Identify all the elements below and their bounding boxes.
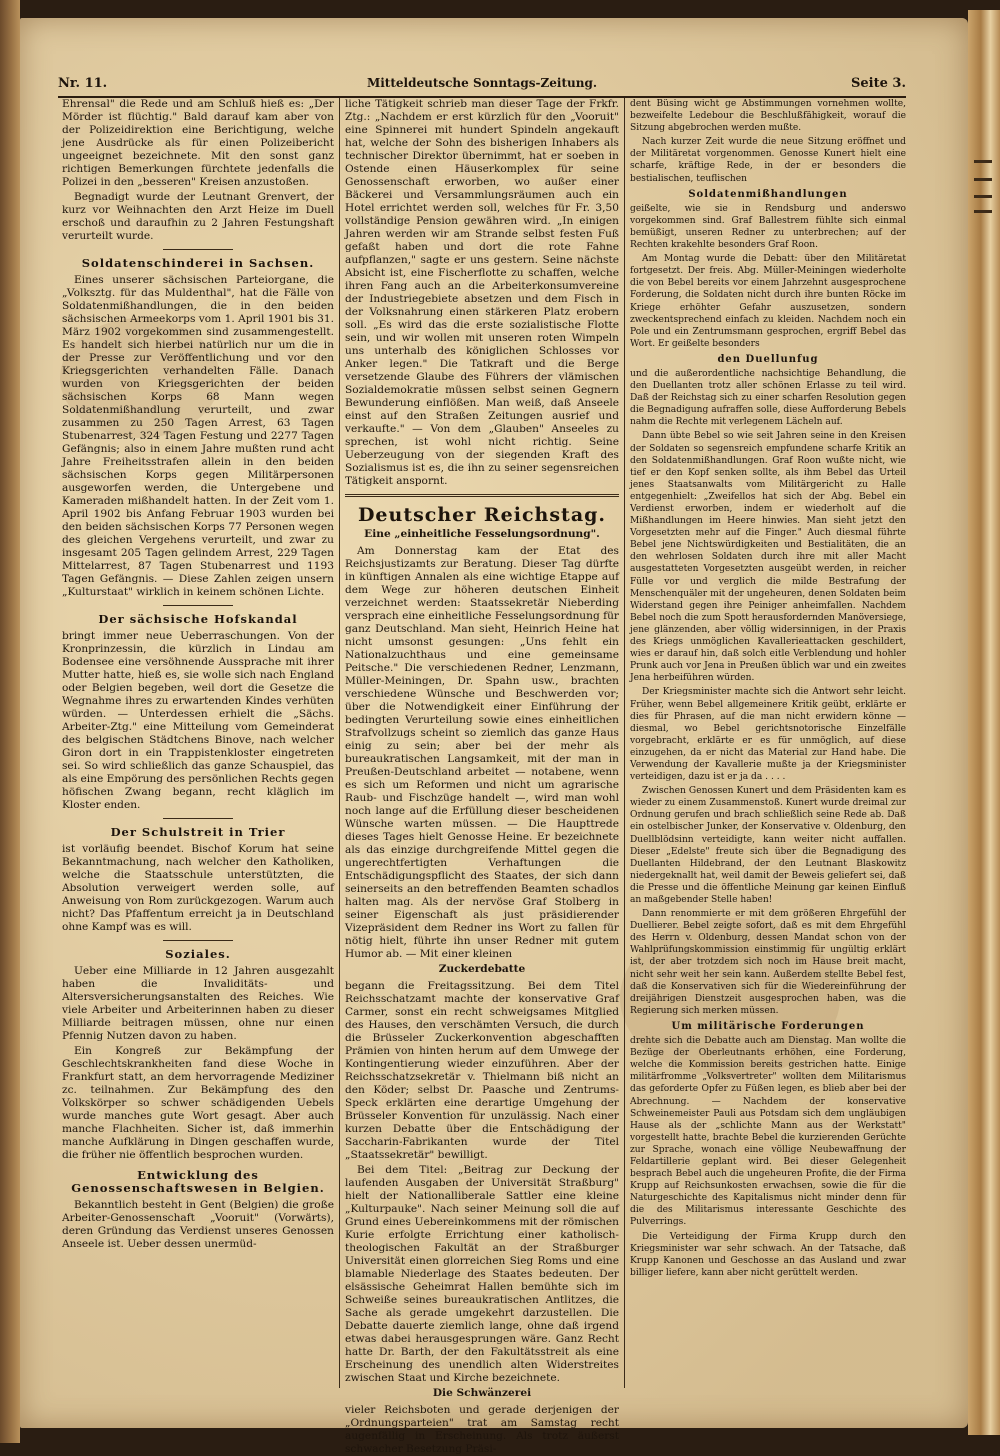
article-paragraph: liche Tätigkeit schrieb man dieser Tage der Frkfr. Ztg.: „Nachdem er erst kürzlich für den „Vooruit" eine Spinnerei mit hundert Spindeln angekauft hat, welche der Sohn des bisherigen Inhabers als technischer Direktor übernimmt, hat er soeben in Ostende einen Häuserkomplex für seine Genossenschaft erworben, wo außer einer Bäckerei und Versammlungsräumen auch ein Hotel errichtet werden soll, welches für Fr. 3,50 vollständige Pension gewähren wird. „In einigen Jahren werden wir am Strande selbst festen Fuß gefaßt haben und dort die rote Fahne aufpflanzen," sagte er uns gestern. Seine nächste Absicht ist, eine Fischerflotte zu schaffen, welche ihren Fang auch an die Arbeiterkonsumvereine der Industriegebiete absetzen und dem Fisch in der Volksnahrung einen stärkeren Platz erobern soll. „Es wird das die erste sozialistische Flotte sein, und wir wollen mit unseren roten Wimpeln uns unterhalb des königlichen Schlosses vor Anker legen." Die Tatkraft und die Berge versetzende Glaube des Führers der vlämischen Sozialdemokratie müssen selbst seinen Gegnern Bewunderung einflößen. Man weiß, daß Anseele einst auf den Straßen Zeitungen ausrief und verkaufte." — Von dem „Glauben" Anseeles zu sprechen, ist wohl nicht richtig. Seine Ueberzeugung von der siegenden Kraft des Sozialismus ist es, die ihn zu seiner segensreichen Tätigkeit anspornt. bbox=[345, 98, 619, 487]
edge-mark bbox=[974, 210, 992, 213]
column-3 bbox=[630, 98, 906, 1398]
article-paragraph: geißelte, wie sie in Rendsburg und anderswo vorgekommen sind. Graf Ballestrem fühlte sich einmal bemüßigt, unseren Redner zu unterbrechen; auf der Rechten krakehlte besonders Graf Roon. bbox=[630, 203, 906, 251]
page-header bbox=[58, 74, 906, 98]
article-paragraph: und die außerordentliche nachsichtige Behandlung, die den Duellanten trotz aller schönen Erlasse zu teil wird. Daß der Reichstag sich zu einer scharfen Resolution gegen die Begnadigung aufraffen solle, diese Aufforderung Bebels nahm die Rechte mit verlegenem Lächeln auf. bbox=[630, 368, 906, 428]
separator bbox=[163, 818, 233, 819]
article-paragraph: Dann renommierte er mit dem größeren Ehrgefühl der Duellierer. Bebel zeigte sofort, daß es mit dem Ehrgefühl des Herrn v. Oldenburg, dessen Mandat schon von der Wahlprüfungskommission einstimmig für ungültig erklärt ist, der aber trotzdem sich noch im Hause breit macht, nicht sehr weit her sein kann. Außerdem stellte Bebel fest, daß die Konservativen sich für die Wiedereinführung der dreijährigen Dienstzeit ausgesprochen haben, was die Regierung sich merken müssen. bbox=[630, 909, 906, 1016]
section-title: Deutscher Reichstag. bbox=[357, 504, 607, 526]
article-paragraph: Am Montag wurde die Debatt: über den Militäretat fortgesetzt. Der freis. Abg. Müller-Meiningen wiederholte die von Bebel bereits vor einem Jahrzehnt ausgesprochene Forderung, die Soldaten nicht durch ihre bunten Röcke im Kriege erhöhter Gefahr auszusetzen, sondern zweckentsprechend einfach zu kleiden. Nachdem noch ein Pole und ein Zentrumsmann gesprochen, ergriff Bebel das Wort. Er geißelte besonders bbox=[630, 254, 906, 349]
article-paragraph: Begnadigt wurde der Leutnant Grenvert, der kurz vor Weihnachten den Arzt Heize im Duell erschoß und daraufhin zu 2 Jahren Festungshaft verurteilt wurde. bbox=[62, 191, 334, 242]
article-paragraph: Dann übte Bebel so wie seit Jahren seine in den Kreisen der Soldaten so segensreich empfundene scharfe Kritik an den Soldatenmißhandlungen. Graf Roon wußte nicht, wie tief er den Kopf senken sollte, als ihm Bebel das Urteil jenes Staatsanwalts vom Militärgericht zu Halle entgegenhielt: „Zweifellos hat sich der Abg. Bebel ein Verdienst erworben, indem er wiederholt auf die Mißhandlungen im Heere hinwies. Man sieht jetzt den Vorgesetzten mehr auf die Finger." Auch diesmal führte Bebel jene Nichtswürdigkeiten und Bestialitäten, die an den wehrlosen Soldaten durch ihre mit aller Macht ausgestatteten Vorgesetzten ausgeübt werden, in reicher Fülle vor und verglich die milde Bestrafung der Menschenquäler mit der ungeheuren, denen Soldaten beim Widerstand gegen ihre Peiniger anheimfallen. Nachdem Bebel noch die zum Spott herausfordernden Manöversiege, jene glänzenden, aber völlig widersinnigen, in der Praxis des Kriegs unmöglichen Kavallerieattacken geschildert, wies er darauf hin, daß solch eitle Verblendung und hohler Prunk auch vor Jena in Preußen üblich war und ein zweites Jena herbeiführen würden. bbox=[630, 431, 906, 684]
separator bbox=[163, 940, 233, 941]
article-paragraph: Ueber eine Milliarde in 12 Jahren ausgezahlt haben die Invaliditäts- und Altersversicherungsanstalten des Reiches. Wie viele Arbeiter und Arbeiterinnen haben zu dieser Milliarde beitragen müssen, ohne nur einen Pfennig Nutzen davon zu haben. bbox=[62, 965, 334, 1042]
article-paragraph: Eines unserer sächsischen Parteiorgane, die „Volksztg. für das Muldenthal", hat die Fälle von Soldatenmißhandlungen, die in den beiden sächsischen Armeekorps vom 1. April 1901 bis 31. März 1902 vorgekommen sind zusammengestellt. Es handelt sich hierbei natürlich nur um die in der Presse zur Veröffentlichung und vor den Kriegsgerichten verhandelten Fälle. Danach wurden von Kriegsgerichten der beiden sächsischen Korps 68 Mann wegen Soldatenmißhandlung verurteilt, und zwar zusammen zu 250 Tagen Arrest, 63 Tagen Stubenarrest, 324 Tagen Festung und 2277 Tagen Gefängnis; also in einem Jahre mußten rund acht Jahre Freiheitsstrafen allein in den beiden sächsischen Korps gegen Militärpersonen ausgeworfen werden, die Untergebene und Kameraden mißhandelt hatten. In der Zeit vom 1. April 1902 bis Anfang Februar 1903 wurden bei den beiden sächsischen Korps 77 Personen wegen des gleichen Vergehens verurteilt, und zwar zu insgesamt 205 Tagen gelindem Arrest, 229 Tagen Mittelarrest, 87 Tagen Stubenarrest und 1193 Tagen Gefängnis. — Diese Zahlen zeigen unsern „Kulturstaat" wirklich in keinem schönen Lichte. bbox=[62, 274, 334, 598]
issue-number: Nr. 11. bbox=[58, 76, 108, 91]
edge-mark bbox=[974, 160, 992, 163]
edge-mark bbox=[974, 195, 992, 198]
article-paragraph: Ein Kongreß zur Bekämpfung der Geschlechtskrankheiten fand diese Woche in Frankfurt statt, an dem hervorragende Mediziner zc. teilnahmen. Zur Bekämpfung des den Volkskörper so schwer schädigenden Uebels wurde manches gute Wort gesagt. Aber auch manche Flachheiten. Sicher ist, daß immerhin manche Aufklärung in Dingen geschaffen wurde, die früher nie öffentlich besprochen wurden. bbox=[62, 1045, 334, 1161]
book-binding bbox=[0, 0, 20, 1443]
article-paragraph: Der Kriegsminister machte sich die Antwort sehr leicht. Früher, wenn Bebel allgemeinere Kritik geübt, erklärte er dies für Phrasen, auf die man nicht erwidern könne — diesmal, wo Bebel gerichtsnotorische Einzelfälle vorgebracht, erklärte er es für unmöglich, auf diese einzugehen, da er nicht das Material zur Hand habe. Die Verwendung der Kavallerie mußte ja der Kriegsminister verteidigen, dazu ist er ja da . . . . bbox=[630, 687, 906, 783]
article-heading: Der Schulstreit in Trier bbox=[110, 825, 286, 839]
column-2 bbox=[345, 98, 619, 1455]
article-heading: Entwicklung des Genossenschaftswesen in Belgien. bbox=[71, 1168, 325, 1195]
subheading: Zuckerdebatte bbox=[438, 963, 526, 975]
edge-mark bbox=[974, 178, 992, 181]
article-paragraph: Am Donnerstag kam der Etat des Reichsjustizamts zur Beratung. Dieser Tag dürfte in künftigen Annalen als eine wichtige Etappe auf dem Wege zur höheren deutschen Einheit verzeichnet werden: Staatssekretär Nieberding versprach eine einheitliche Fesselungsordnung für ganz Deutschland. Man sieht, Heinrich Heine hat nicht umsonst gesungen: „Uns fehlt ein Nationalzuchthaus und eine gemeinsame Peitsche." Die verschiedenen Redner, Lenzmann, Müller-Meiningen, Dr. Spahn usw., brachten verschiedene Wünsche und Beschwerden vor; über die Notwendigkeit einer Einführung der bedingten Verurteilung sowie eines einheitlichen Strafvollzugs scheint so ziemlich das ganze Haus einig zu sein; aber bei der mehr als bureaukratischen Langsamkeit, mit der man in Preußen-Deutschland arbeitet — notabene, wenn es sich um Reformen und nicht um agrarische Raub- und Fischzüge handelt —, wird man wohl noch lange auf die Erfüllung dieser bescheidenen Wünsche warten müssen. — Die Haupttrede dieses Tages hielt Genosse Heine. Er bezeichnete als das einzige durchgreifende Mittel gegen die ungerechtfertigten Verhaftungen die Entschädigungspflicht des Staates, der sich dann seinerseits an den betreffenden Beamten schadlos halten mag. Als der nervöse Graf Stolberg in seiner Eigenschaft als just präsidierender Vizepräsident dem Redner ins Wort zu fallen für nötig hielt, führte ihn unser Redner mit gutem Humor ab. — Mit einer kleinen bbox=[345, 545, 619, 960]
subheading: Eine „einheitliche Fesselungsordnung". bbox=[364, 528, 600, 540]
article-heading: Soldatenmißhandlungen bbox=[688, 188, 848, 200]
column-1 bbox=[62, 98, 334, 1398]
article-paragraph: Nach kurzer Zeit wurde die neue Sitzung eröffnet und der Militäretat vorgenommen. Genosse Kunert hielt eine scharfe, kräftige Rede, in der er besonders die bestialischen, teuflischen bbox=[630, 137, 906, 184]
section-rule bbox=[345, 494, 619, 497]
article-paragraph: Bekanntlich besteht in Gent (Belgien) die große Arbeiter-Genossenschaft „Vooruit" (Vorwärts), deren Gründung das Verdienst unseres Genossen Anseele ist. Ueber dessen unermüd- bbox=[62, 1199, 334, 1250]
article-heading: Soziales. bbox=[165, 947, 231, 961]
article-heading: Um militärische Forderungen bbox=[671, 1020, 865, 1032]
subheading: Die Schwänzerei bbox=[432, 1387, 532, 1399]
article-paragraph: vieler Reichsboten und gerade derjenigen der „Ordnungsparteien" trat am Samstag recht augenfällig in Erscheinung. Als trotz äußerst schwacher Besetzung Präsi- bbox=[345, 1404, 619, 1455]
article-heading: den Duellunfug bbox=[717, 353, 819, 365]
column-divider bbox=[339, 98, 340, 1388]
article-paragraph: drehte sich die Debatte auch am Dienstag. Man wollte die Bezüge der Oberleutnants erhöhen, eine Forderung, welche die Kommission bereits gestrichen hatte. Einige militärfromme „Volksvertreter" wollten dem Militarismus das geforderte Opfer zu Füßen legen, es blieb aber bei der Abrechnung. — Nachdem der konservative Schweinemeister Pauli aus Potsdam sich dem ungläubigen Hause als der „schlichte Mann aus der Werkstatt" vorgestellt hatte, brachte Bebel die kurzierenden Gerüchte zur Sprache, wonach eine völlige Neubewaffnung der Feldartillerie geplant wird. Bei dieser Gelegenheit besprach Bebel auch die ungeheuren Profite, die der Firma Krupp auf Reichsunkosten erwachsen, sowie die für die Naturgeschichte des Kapitalismus nicht minder denn für die des Militarismus interessante Geschichte des Pulverrings. bbox=[630, 1036, 906, 1228]
separator bbox=[163, 249, 233, 250]
separator bbox=[163, 605, 233, 606]
newspaper-title: Mitteldeutsche Sonntags-Zeitung. bbox=[366, 76, 598, 90]
article-paragraph: Ehrensal" die Rede und am Schluß hieß es: „Der Mörder ist flüchtig." Bald darauf kam aber von der Polizeidirektion eine Berichtigung, welche jene Ausdrücke als für einen Polizeibericht ungeeignet bezeichnete. Mit den sonst ganz richtigen Bemerkungen fürchtete jedenfalls die Polizei in den „besseren" Kreisen anzustoßen. bbox=[62, 98, 334, 188]
column-divider bbox=[624, 98, 625, 1388]
article-paragraph: Zwischen Genossen Kunert und dem Präsidenten kam es wieder zu einem Zusammenstoß. Kunert wurde dreimal zur Ordnung gerufen und brach schließlich seine Rede ab. Daß ein ostelbischer Junker, der Konservative v. Oldenburg, den Duellblödsinn verteidigte, kann weiter nicht auffallen. Dieser „Edelste" freute sich über die Begnadigung des Duellanten Hildebrand, der den Leutnant Blaskowitz niedergeknallt hat, weil damit der Beweis geliefert sei, daß die Presse und die öffentliche Meinung gar keinen Einfluß an maßgebender Stelle haben! bbox=[630, 786, 906, 905]
article-paragraph: Die Verteidigung der Firma Krupp durch den Kriegsminister war sehr schwach. An der Tatsache, daß Krupp Kanonen und Geschosse an das Ausland und zwar billiger liefere, kann aber nicht gerüttelt werden. bbox=[630, 1231, 906, 1278]
article-paragraph: dent Büsing wicht ge Abstimmungen vornehmen wollte, bezweifelte Ledebour die Beschlußfähigkeit, worauf die Sitzung abgebrochen werden mußte. bbox=[630, 99, 906, 134]
page-number: Seite 3. bbox=[851, 76, 906, 91]
article-paragraph: begann die Freitagssitzung. Bei dem Titel Reichsschatzamt machte der konservative Graf Carmer, sonst ein recht schweigsames Mitglied des Hauses, den verschämten Versuch, die durch die Brüsseler Zuckerkonvention abgeschafften Prämien von hinten herum auf dem Umwege der Kontingentierung wieder einzuführen. Aber der Reichsschatzsekretär v. Thielmann biß nicht an den Köder; selbst Dr. Paasche und Zentrums-Speck erklärten eine derartige Umgehung der Brüsseler Konvention für unzulässig. Nach einer kurzen Debatte über die Entschädigung der Saccharin-Fabrikanten wurde der Titel „Staatssekretär" bewilligt. bbox=[345, 980, 619, 1161]
article-heading: Der sächsische Hofskandal bbox=[98, 612, 298, 626]
page-stack-edge bbox=[968, 10, 1000, 1435]
article-heading: Soldatenschinderei in Sachsen. bbox=[81, 256, 315, 270]
article-paragraph: Bei dem Titel: „Beitrag zur Deckung der laufenden Ausgaben der Universität Straßburg" hielt der Nationalliberale Sattler eine kleine „Kulturpauke". Nach seiner Meinung soll die auf Grund eines Uebereinkommens mit der römischen Kurie erfolgte Errichtung einer katholisch-theologischen Fakultät an der Straßburger Universität einen glorreichen Sieg Roms und eine blamable Niederlage des Staates bedeuten. Der elsässische Geheimrat Hallen bemühte sich im Schweiße seines bureaukratischen Antlitzes, die Sache als gerade umgekehrt darzustellen. Die Debatte dauerte ziemlich lange, ohne daß irgend etwas dabei herausgesprungen wäre. Ganz Recht hatte Dr. Barth, der den Fakultätsstreit als eine Erscheinung des unendlich alten Widerstreites zwischen Staat und Kirche bezeichnete. bbox=[345, 1164, 619, 1384]
article-paragraph: ist vorläufig beendet. Bischof Korum hat seine Bekanntmachung, nach welcher den Katholiken, welche die Staatsschule unterstützten, die Absolution verweigert werden solle, auf Anweisung von Rom zurückgezogen. Warum auch nicht? Das Pfaffentum erreicht ja in Deutschland ohne Kampf was es will. bbox=[62, 843, 334, 933]
article-paragraph: bringt immer neue Ueberraschungen. Von der Kronprinzessin, die kürzlich in Lindau am Bodensee eine versöhnende Aussprache mit ihrer Mutter hatte, hieß es, sie wolle sich nach England oder Belgien begeben, weil dort die Gesetze die Wegnahme ihres zu erwartenden Kindes verhüten würden. — Unterdessen erhielt die „Sächs. Arbeiter-Ztg." eine Mitteilung vom Gemeinderat des belgischen Städtchens Binove, nach welcher Giron dort in ein Trappistenkloster eingetreten sei. So wird schließlich das ganze Schauspiel, das als eine Empörung des persönlichen Rechts gegen höfischen Zwang begann, recht kläglich im Kloster enden. bbox=[62, 630, 335, 811]
